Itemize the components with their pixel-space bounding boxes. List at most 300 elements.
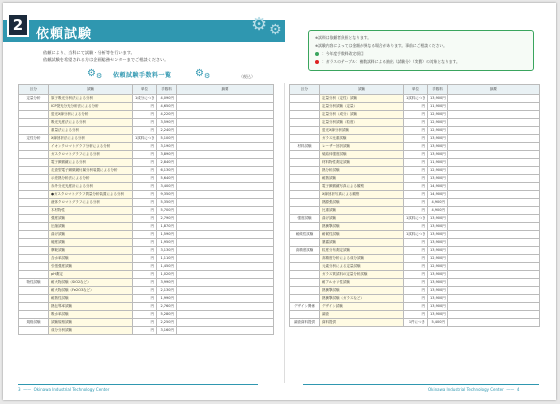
note-cell: [177, 287, 274, 295]
fee-table-left: [18, 84, 274, 335]
table-row: [290, 295, 540, 303]
unit-cell: 円: [404, 287, 428, 295]
item-cell: 蛍光X線分析による分析: [49, 111, 133, 119]
unit-cell: 1件につき: [404, 319, 428, 327]
item-cell: 定量分析（定性）試験: [320, 95, 404, 103]
item-cell: 調査: [320, 311, 404, 319]
table-row: [19, 95, 274, 103]
unit-cell: 円: [404, 167, 428, 175]
red-marker-icon: [315, 60, 319, 64]
fee-cell: 2,130円: [157, 287, 177, 295]
fee-cell: 12,900円: [428, 127, 448, 135]
note-cell: [448, 183, 540, 191]
unit-cell: 円: [133, 247, 157, 255]
table-row: [19, 183, 274, 191]
note-cell: [177, 175, 274, 183]
note-cell: [177, 231, 274, 239]
item-cell: 電子顕微鏡写真による観察: [320, 183, 404, 191]
unit-cell: 円: [133, 255, 157, 263]
fee-cell: 13,900円: [428, 311, 448, 319]
fee-cell: 1,950円: [157, 239, 177, 247]
table-row: [19, 311, 274, 319]
fee-cell: 1,870円: [157, 223, 177, 231]
note-cell: [448, 175, 540, 183]
fee-cell: 13,900円: [428, 303, 448, 311]
page: [3, 3, 556, 400]
note-cell: [448, 263, 540, 271]
table-row: [290, 151, 540, 159]
table-row: [290, 111, 540, 119]
unit-cell: 円: [133, 159, 157, 167]
table-row: [19, 303, 274, 311]
category-cell: [19, 207, 49, 215]
table-row: [290, 199, 540, 207]
category-cell: [19, 311, 49, 319]
fee-cell: 13,900円: [428, 295, 448, 303]
category-cell: 高精度試験: [290, 247, 320, 255]
fee-cell: 13,900円: [428, 95, 448, 103]
note-cell: [448, 319, 540, 327]
table-row: [290, 239, 540, 247]
fee-cell: 13,900円: [428, 135, 448, 143]
table-row: [290, 143, 540, 151]
unit-cell: 円: [133, 319, 157, 327]
unit-cell: 円: [133, 167, 157, 175]
unit-cell: 円: [133, 119, 157, 127]
note-cell: [177, 279, 274, 287]
item-cell: 元素分析による定量試験: [320, 263, 404, 271]
note-cell: [177, 263, 274, 271]
category-cell: [290, 223, 320, 231]
note-cell: [448, 215, 540, 223]
item-cell: 示差熱分析法による分析: [49, 175, 133, 183]
note-cell: [177, 127, 274, 135]
category-cell: 耐候性試験: [290, 231, 320, 239]
category-cell: [19, 103, 49, 111]
note-cell: [177, 303, 274, 311]
table-title: 依頼試験手数料一覧: [113, 72, 172, 79]
note-cell: [448, 247, 540, 255]
category-cell: [290, 239, 320, 247]
category-cell: [290, 263, 320, 271]
fee-cell: 12,900円: [428, 263, 448, 271]
table-row: [290, 255, 540, 263]
note-cell: [177, 311, 274, 319]
note-cell: [177, 327, 274, 335]
fee-cell: 2,250円: [157, 319, 177, 327]
header-fee: 手数料: [157, 85, 177, 95]
unit-cell: 円: [404, 303, 428, 311]
category-cell: [19, 167, 49, 175]
header-note: 摘要: [177, 85, 274, 95]
page-title: 依頼試験: [36, 27, 93, 42]
category-cell: 物性試験: [19, 279, 49, 287]
fee-cell: 13,900円: [428, 175, 448, 183]
note-item: ：ガラスのテーブル：複数試料による抽出（試験分）（実費）の対象となります。: [315, 58, 527, 66]
table-row: [19, 207, 274, 215]
unit-cell: 1試料につき: [404, 231, 428, 239]
category-cell: [290, 111, 320, 119]
fee-cell: 1,450円: [157, 263, 177, 271]
table-row: [19, 151, 274, 159]
unit-cell: 1試料につき: [404, 215, 428, 223]
fee-cell: 1,020円: [157, 271, 177, 279]
item-cell: ICP発光分光分析法による分析: [49, 103, 133, 111]
fee-cell: 13,900円: [428, 247, 448, 255]
table-row: [19, 127, 274, 135]
table-row: [19, 175, 274, 183]
note-cell: [177, 271, 274, 279]
category-cell: [19, 191, 49, 199]
fee-cell: 4,650円: [157, 103, 177, 111]
table-row: [19, 231, 274, 239]
category-cell: [19, 247, 49, 255]
category-cell: [290, 151, 320, 159]
category-cell: 材料試験: [290, 143, 320, 151]
note-cell: [448, 311, 540, 319]
note-cell: [448, 287, 540, 295]
table-row: [290, 103, 540, 111]
category-cell: 調査資料提供: [290, 319, 320, 327]
item-cell: 耐火物試験（SiO2など）: [49, 279, 133, 287]
item-cell: 原子吸光分析法による分析: [49, 95, 133, 103]
table-row: [19, 199, 274, 207]
note-cell: [177, 143, 274, 151]
note-cell: [177, 151, 274, 159]
gear-icon: ⚙: [204, 72, 211, 80]
unit-cell: 円: [133, 143, 157, 151]
fee-cell: 13,900円: [428, 223, 448, 231]
item-cell: 木材物性: [49, 207, 133, 215]
item-cell: 試験規格試験: [49, 319, 133, 327]
category-cell: [19, 175, 49, 183]
category-cell: [290, 175, 320, 183]
fee-cell: 12,900円: [428, 255, 448, 263]
item-cell: 曲げ試験: [320, 215, 404, 223]
unit-cell: 円: [133, 287, 157, 295]
note-cell: [177, 215, 274, 223]
category-cell: [19, 223, 49, 231]
table-row: [290, 167, 540, 175]
table-row: [290, 303, 540, 311]
item-cell: 含水率試験: [49, 255, 133, 263]
category-cell: [290, 207, 320, 215]
unit-cell: 円: [133, 103, 157, 111]
fee-cell: 13,900円: [428, 279, 448, 287]
table-row: [19, 327, 274, 335]
item-cell: 焼結体強度試験: [320, 151, 404, 159]
item-cell: 定量分析試験（定量）: [320, 103, 404, 111]
category-cell: [290, 311, 320, 319]
category-cell: [19, 295, 49, 303]
category-cell: [19, 151, 49, 159]
fee-cell: 1,110円: [157, 255, 177, 263]
unit-cell: 円: [133, 175, 157, 183]
fee-cell: 3,190円: [157, 143, 177, 151]
fee-cell: 9,350円: [157, 191, 177, 199]
fee-cell: 5,280円: [157, 311, 177, 319]
category-cell: 定性分析: [19, 135, 49, 143]
item-cell: pH測定: [49, 271, 133, 279]
unit-cell: 円: [133, 191, 157, 199]
note-cell: [448, 199, 540, 207]
table-row: [290, 135, 540, 143]
note-item: ※試料は依頼者負担となります。: [315, 35, 372, 40]
table-row: [19, 319, 274, 327]
footer-left: 3 —— Okinawa Industrial Technology Center: [18, 387, 110, 392]
table-row: [290, 215, 540, 223]
unit-cell: 円: [404, 127, 428, 135]
item-cell: 赤外分光光度計による分析: [49, 183, 133, 191]
page-divider: [284, 83, 285, 383]
fee-cell: 4,220円: [157, 111, 177, 119]
item-cell: 引張強度試験: [49, 263, 133, 271]
table-row: [19, 247, 274, 255]
unit-cell: 円: [404, 143, 428, 151]
item-cell: 耐候性試験: [320, 231, 404, 239]
fee-cell: 12,900円: [428, 119, 448, 127]
category-cell: [290, 103, 320, 111]
item-cell: 熱伝導率試験: [49, 303, 133, 311]
category-cell: [19, 271, 49, 279]
item-cell: 熱衝撃試験（ガラスなど）: [320, 295, 404, 303]
note-cell: [448, 231, 540, 239]
note-cell: [448, 191, 540, 199]
item-cell: 粒度分布測定試験: [320, 247, 404, 255]
item-cell: 耐アルカリ性試験: [320, 279, 404, 287]
note-cell: [448, 119, 540, 127]
table-row: [290, 191, 540, 199]
category-cell: [19, 143, 49, 151]
table-row: [19, 143, 274, 151]
table-row: [290, 279, 540, 287]
note-cell: [448, 103, 540, 111]
category-cell: [19, 239, 49, 247]
note-cell: [448, 255, 540, 263]
unit-cell: 円: [404, 183, 428, 191]
fee-cell: 13,900円: [428, 239, 448, 247]
category-cell: 定量分析: [19, 95, 49, 103]
category-cell: [19, 231, 49, 239]
intro-text: 依頼により、当科にて試験・分析等を行います。 依頼試験を希望される方は企画総務センターまでご相談ください。: [43, 50, 169, 62]
category-cell: [290, 279, 320, 287]
fee-cell: 5,400円: [428, 319, 448, 327]
note-cell: [448, 239, 540, 247]
table-row: [290, 207, 540, 215]
table-row: [19, 279, 274, 287]
category-cell: [19, 111, 49, 119]
unit-cell: 円: [133, 199, 157, 207]
category-cell: [19, 159, 49, 167]
item-cell: 耐熱性試験: [49, 295, 133, 303]
unit-cell: 円: [404, 191, 428, 199]
unit-cell: 円: [133, 327, 157, 335]
category-cell: [290, 167, 320, 175]
table-row: [19, 159, 274, 167]
fee-cell: 4,900円: [428, 207, 448, 215]
fee-cell: 11,900円: [428, 103, 448, 111]
chapter-badge: 2: [7, 13, 29, 37]
item-cell: X線回折法による分析: [49, 135, 133, 143]
unit-cell: 円: [404, 247, 428, 255]
header-unit: 単位: [404, 85, 428, 95]
fee-cell: 14,900円: [428, 183, 448, 191]
unit-cell: 円: [133, 151, 157, 159]
fee-cell: 12,900円: [428, 167, 448, 175]
unit-cell: 円: [133, 231, 157, 239]
note-cell: [177, 295, 274, 303]
fee-table-right: [289, 84, 540, 327]
item-cell: ●ガスクロマトグラフ質量分析装置による分析: [49, 191, 133, 199]
item-cell: レーザー回折試験: [320, 143, 404, 151]
unit-cell: 円: [404, 199, 428, 207]
item-cell: 曲げ試験: [49, 231, 133, 239]
unit-cell: 円: [133, 111, 157, 119]
item-cell: 熱分析試験: [320, 167, 404, 175]
item-cell: 熱衝撃試験: [320, 223, 404, 231]
item-cell: 定量分析（成分）試験: [320, 111, 404, 119]
category-cell: [290, 287, 320, 295]
unit-cell: 円: [404, 151, 428, 159]
unit-cell: 円: [404, 159, 428, 167]
table-row: [19, 239, 274, 247]
category-cell: デザイン関係: [290, 303, 320, 311]
fee-cell: 5,700円: [157, 207, 177, 215]
fee-cell: 1,990円: [157, 295, 177, 303]
table-row: [19, 191, 274, 199]
unit-cell: 円: [133, 311, 157, 319]
fee-cell: 13,900円: [428, 287, 448, 295]
unit-cell: 円: [133, 215, 157, 223]
unit-cell: 円: [404, 135, 428, 143]
table-row: [290, 223, 540, 231]
header-note: 摘要: [448, 85, 540, 95]
note-cell: [448, 167, 540, 175]
item-cell: 重量法による分析: [49, 127, 133, 135]
table-row: [19, 271, 274, 279]
note-cell: [177, 255, 274, 263]
table-header-row: [19, 85, 274, 95]
item-cell: 定量分析試験（粒度）: [320, 119, 404, 127]
table-row: [290, 311, 540, 319]
fee-cell: 3,400円: [157, 183, 177, 191]
item-cell: 材料物性測定試験: [320, 159, 404, 167]
header-category: 区分: [19, 85, 49, 95]
unit-cell: 円: [404, 311, 428, 319]
table-row: [19, 111, 274, 119]
table-row: [290, 95, 540, 103]
header-item: 試験: [49, 85, 133, 95]
category-cell: [19, 127, 49, 135]
category-cell: [19, 215, 49, 223]
fee-cell: 3,990円: [157, 279, 177, 287]
footer-rule: [18, 384, 258, 385]
category-cell: [290, 183, 320, 191]
unit-cell: 円: [133, 207, 157, 215]
item-cell: 蛍光X線分析試験: [320, 127, 404, 135]
item-cell: 熱膨張試験: [320, 199, 404, 207]
table-row: [19, 119, 274, 127]
gear-icon: ⚙: [87, 68, 96, 79]
item-cell: 摩耗試験: [49, 247, 133, 255]
note-cell: [177, 135, 274, 143]
category-cell: [290, 191, 320, 199]
table-row: [290, 183, 540, 191]
unit-cell: 円: [404, 239, 428, 247]
category-cell: [290, 159, 320, 167]
category-cell: [290, 295, 320, 303]
unit-cell: 円: [404, 295, 428, 303]
item-cell: 暴露試験: [320, 239, 404, 247]
gear-icon: ⚙: [251, 14, 268, 35]
table-row: [19, 295, 274, 303]
unit-cell: 円: [133, 223, 157, 231]
category-cell: [290, 127, 320, 135]
unit-cell: 円: [404, 223, 428, 231]
item-cell: ガスクロマトグラフによる分析: [49, 151, 133, 159]
fee-cell: 2,240円: [157, 127, 177, 135]
fee-cell: 13,900円: [428, 271, 448, 279]
fee-cell: 13,900円: [428, 231, 448, 239]
fee-cell: 3,160円: [157, 327, 177, 335]
fee-cell: 12,900円: [428, 111, 448, 119]
category-cell: [290, 95, 320, 103]
header-category: 区分: [290, 85, 320, 95]
table-row: [290, 127, 540, 135]
fee-cell: 11,900円: [428, 159, 448, 167]
note-item: ※試験内容によっては金額が異なる場合があります。事前にご相談ください。: [315, 43, 447, 48]
table-row: [290, 287, 540, 295]
table-row: [290, 159, 540, 167]
note-cell: [177, 111, 274, 119]
footer-rule: [303, 384, 539, 385]
item-cell: 熱衝撃試験: [320, 287, 404, 295]
note-cell: [177, 119, 274, 127]
unit-cell: 円: [133, 239, 157, 247]
unit-cell: 円: [404, 207, 428, 215]
note-cell: [177, 223, 274, 231]
note-cell: [177, 319, 274, 327]
item-cell: 吸光光度法による分析: [49, 119, 133, 127]
category-cell: [19, 119, 49, 127]
category-cell: [19, 199, 49, 207]
gear-icon: ⚙: [96, 72, 103, 80]
table-row: [290, 119, 540, 127]
fee-cell: 3,590円: [157, 119, 177, 127]
fee-cell: 13,900円: [428, 151, 448, 159]
note-cell: [177, 103, 274, 111]
item-cell: イオンクロマトグラフ分析による分析: [49, 143, 133, 151]
note-cell: [177, 183, 274, 191]
item-cell: 液体クロマトグラフによる分析: [49, 199, 133, 207]
category-cell: [290, 135, 320, 143]
fee-cell: 2,760円: [157, 303, 177, 311]
header-unit: 単位: [133, 85, 157, 95]
fee-cell: 4,090円: [157, 95, 177, 103]
note-cell: [448, 271, 540, 279]
table-row: [19, 167, 274, 175]
category-cell: [290, 119, 320, 127]
note-item: ：今年度手数料改定項目: [315, 50, 527, 58]
item-cell: X線回折写真による観察: [320, 191, 404, 199]
fee-cell: 6,130円: [157, 167, 177, 175]
note-cell: [448, 295, 540, 303]
item-cell: 走査型電子顕微鏡付属分析装置による分析: [49, 167, 133, 175]
item-cell: 耐熱試験: [320, 175, 404, 183]
note-cell: [177, 167, 274, 175]
item-cell: 電子顕微鏡による分析: [49, 159, 133, 167]
note-cell: [448, 303, 540, 311]
